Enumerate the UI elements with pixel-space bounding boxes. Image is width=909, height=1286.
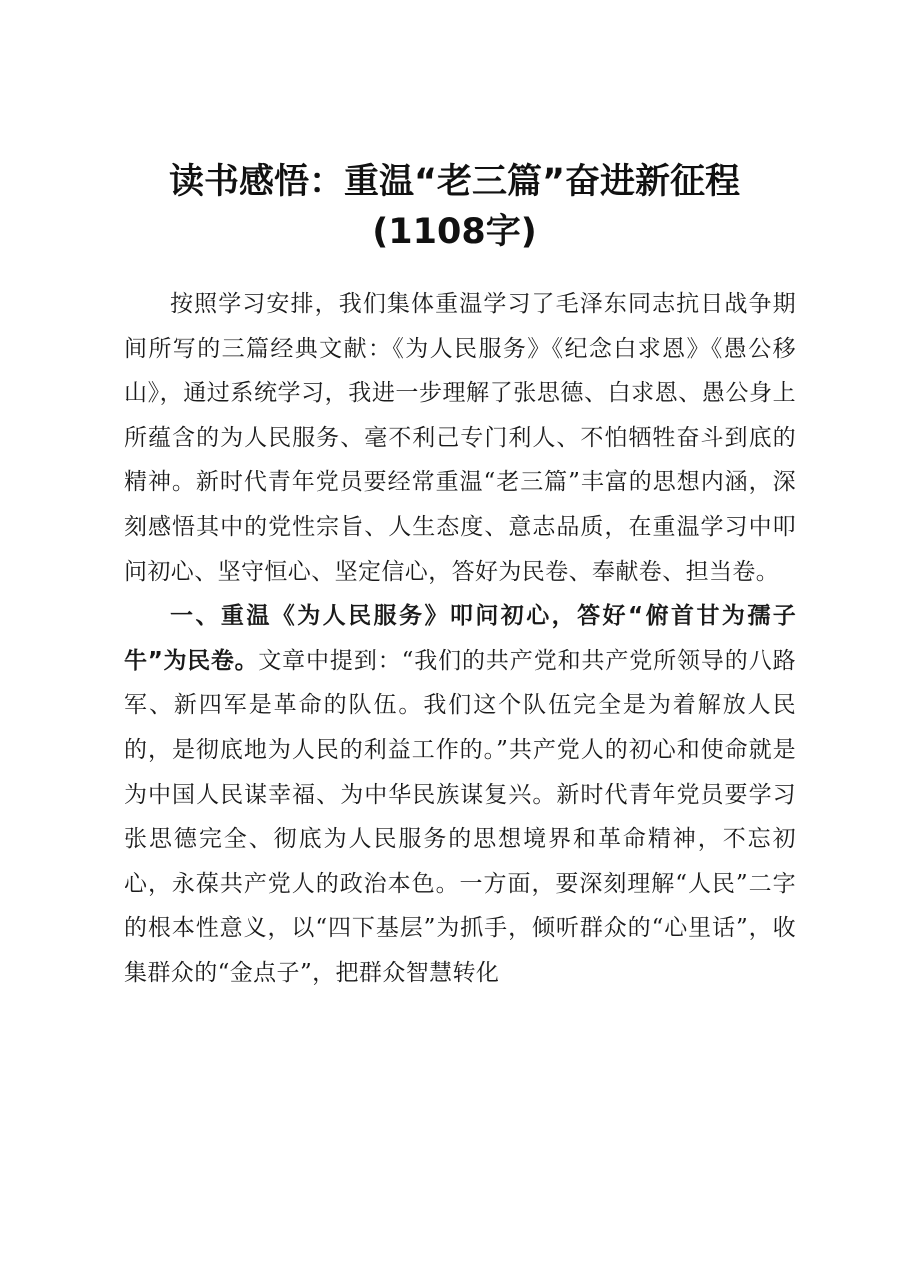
section-1-text: 文章中提到：“我们的共产党和共产党所领导的八路军、新四军是革命的队伍。我们这个队伍完全是为着解放人民的，是彻底地为人民的利益工作的。”共产党人的初心和使命就是为中国人民谋幸福、为中华民族谋复兴。新时代青年党员要学习张思德完全、彻底为人民服务的思想境界和革命精神，不忘初心，永葆共产党人的政治本色。一方面，要深刻理解“人民”二字的根本性意义，以“四下基层”为抓手，倾听群众的“心里话”，收集群众的“金点子”，把群众智慧转化	[124, 647, 796, 986]
section-1-heading: 一、重温《为人民服务》叩问初心，答好“俯首甘为孺子牛”为民卷。	[124, 603, 796, 674]
document-title-word-count: (1108字)	[372, 212, 537, 252]
paragraph-intro-text: 按照学习安排，我们集体重温学习了毛泽东同志抗日战争期间所写的三篇经典文献：《为人民服务》《纪念白求恩》《愚公移山》，通过系统学习，我进一步理解了张思德、白求恩、愚公身上所蕴含的为人民服务、毫不利己专门利人、不怕牺牲奋斗到底的精神。新时代青年党员要经常重温“老三篇”丰富的思想内涵，深刻感悟其中的党性宗旨、人生态度、意志品质，在重温学习中叩问初心、坚守恒心、坚定信心，答好为民卷、奉献卷、担当卷。	[124, 291, 796, 585]
paragraph-section-1	[124, 594, 796, 995]
document-body	[124, 282, 796, 996]
paragraph-intro	[124, 282, 796, 594]
document-title: 读书感悟：重温“老三篇”奋进新征程	[168, 162, 740, 202]
